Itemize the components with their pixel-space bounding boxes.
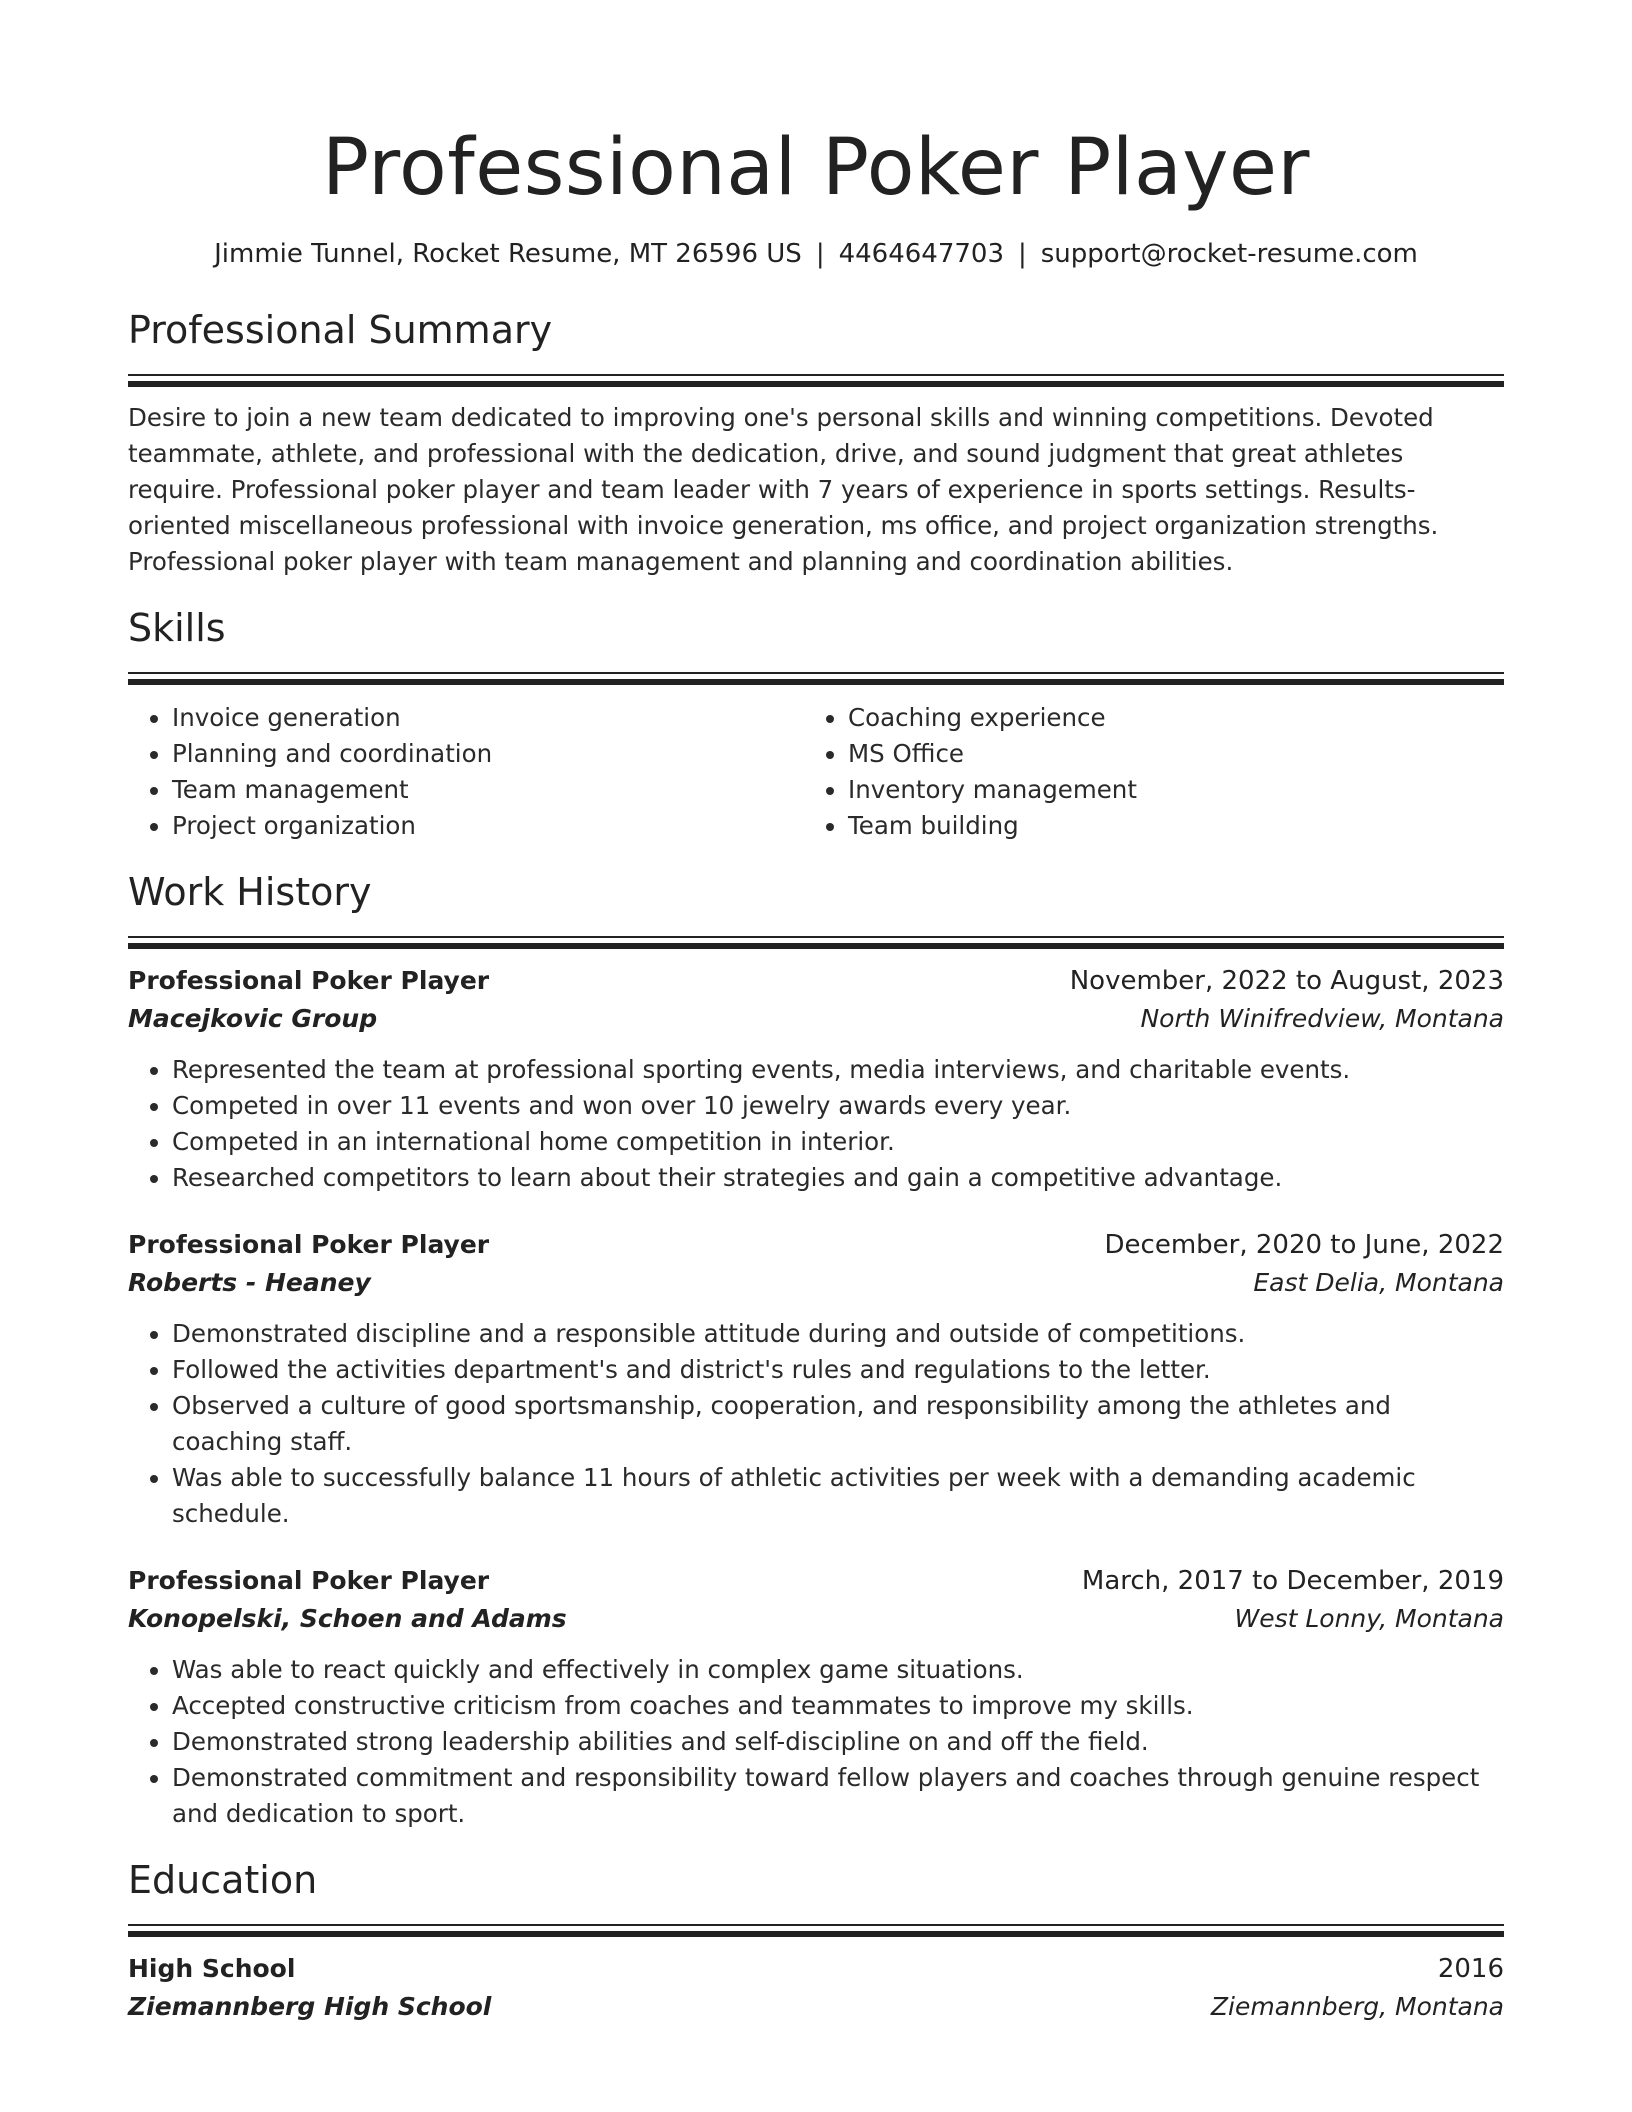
contact-phone: 4464647703 — [838, 239, 1004, 269]
job-bullets — [128, 1652, 1504, 1832]
job-bullet: • Was able to successfully balance 11 hours of athletic activities per week with a demanding academic schedule. — [172, 1460, 1504, 1532]
job-bullet: • Observed a culture of good sportsmanship, cooperation, and responsibility among the athletes and coaching staff. — [172, 1388, 1504, 1460]
contact-address: Jimmie Tunnel, Rocket Resume, MT 26596 US — [214, 239, 802, 269]
skills-column-left — [128, 700, 804, 844]
job-bullet: • Demonstrated strong leadership abilities and self-discipline on and off the field. — [172, 1724, 1504, 1760]
section-divider — [128, 672, 1504, 686]
job-entry — [128, 1226, 1504, 1532]
job-location: East Delia, Montana — [1253, 1268, 1504, 1297]
skill-item: • Team management — [172, 772, 804, 808]
skill-item: • Planning and coordination — [172, 736, 804, 772]
skill-item: • Invoice generation — [172, 700, 804, 736]
job-title: Professional Poker Player — [128, 1230, 490, 1259]
summary-section — [128, 306, 1504, 580]
job-bullet: • Researched competitors to learn about their strategies and gain a competitive advantage. — [172, 1160, 1504, 1196]
job-bullets — [128, 1052, 1504, 1196]
contact-line — [128, 238, 1504, 270]
resume-name: Professional Poker Player — [322, 123, 1310, 213]
skill-item: • Coaching experience — [848, 700, 1480, 736]
job-bullet: • Competed in over 11 events and won over 10 jewelry awards every year. — [172, 1088, 1504, 1124]
job-entry — [128, 1562, 1504, 1832]
job-bullet: • Was able to react quickly and effectively in complex game situations. — [172, 1652, 1504, 1688]
contact-separator: | — [1018, 239, 1027, 269]
job-location: North Winifredview, Montana — [1140, 1004, 1504, 1033]
skills-section — [128, 604, 1504, 844]
job-dates: December, 2020 to June, 2022 — [1104, 1230, 1504, 1260]
skills-column-right — [804, 700, 1480, 844]
job-dates: November, 2022 to August, 2023 — [1069, 966, 1504, 996]
section-divider — [128, 374, 1504, 388]
skill-item: • MS Office — [848, 736, 1480, 772]
education-section — [128, 1856, 1504, 2026]
job-company: Konopelski, Schoen and Adams — [128, 1604, 567, 1633]
skills-heading: Skills — [128, 606, 226, 650]
summary-heading: Professional Summary — [128, 308, 553, 352]
work-section — [128, 868, 1504, 1832]
resume-page — [128, 0, 1504, 2026]
summary-text: Desire to join a new team dedicated to improving one's personal skills and winning competitions. Devoted teammate, athlete, and professional with the dedication, drive, and sound judgment that great athletes require. Professional poker player and team leader with 7 years of experience in sports settings. Results-oriented miscellaneous professional with invoice generation, ms office, and project organization strengths. Professional poker player with team management and planning and coordination abilities. — [128, 403, 1439, 576]
skill-item: • Inventory management — [848, 772, 1480, 808]
work-heading: Work History — [128, 870, 372, 914]
job-company: Macejkovic Group — [128, 1004, 378, 1033]
contact-email: support@rocket-resume.com — [1040, 239, 1418, 269]
section-divider — [128, 936, 1504, 950]
job-bullet: • Represented the team at professional sporting events, media interviews, and charitable events. — [172, 1052, 1504, 1088]
education-school: Ziemannberg High School — [128, 1992, 492, 2021]
job-company: Roberts - Heaney — [128, 1268, 371, 1297]
job-entry — [128, 962, 1504, 1196]
job-bullet: • Demonstrated discipline and a responsible attitude during and outside of competitions. — [172, 1316, 1504, 1352]
job-bullet: • Competed in an international home competition in interior. — [172, 1124, 1504, 1160]
skills-columns — [128, 700, 1504, 844]
section-divider — [128, 1924, 1504, 1938]
job-location: West Lonny, Montana — [1234, 1604, 1504, 1633]
contact-separator: | — [815, 239, 825, 269]
job-bullet: • Followed the activities department's and district's rules and regulations to the letter. — [172, 1352, 1504, 1388]
job-bullet: • Accepted constructive criticism from coaches and teammates to improve my skills. — [172, 1688, 1504, 1724]
job-dates: March, 2017 to December, 2019 — [1081, 1566, 1504, 1596]
education-entry — [128, 1950, 1504, 2026]
job-bullet: • Demonstrated commitment and responsibility toward fellow players and coaches through genuine respect and dedication to sport. — [172, 1760, 1504, 1832]
education-location: Ziemannberg, Montana — [1210, 1992, 1504, 2021]
education-degree: High School — [128, 1954, 296, 1983]
skill-item: • Project organization — [172, 808, 804, 844]
education-year: 2016 — [1437, 1954, 1504, 1984]
job-title: Professional Poker Player — [128, 1566, 490, 1595]
job-title: Professional Poker Player — [128, 966, 490, 995]
skill-item: • Team building — [848, 808, 1480, 844]
education-heading: Education — [128, 1858, 318, 1902]
job-bullets — [128, 1316, 1504, 1532]
